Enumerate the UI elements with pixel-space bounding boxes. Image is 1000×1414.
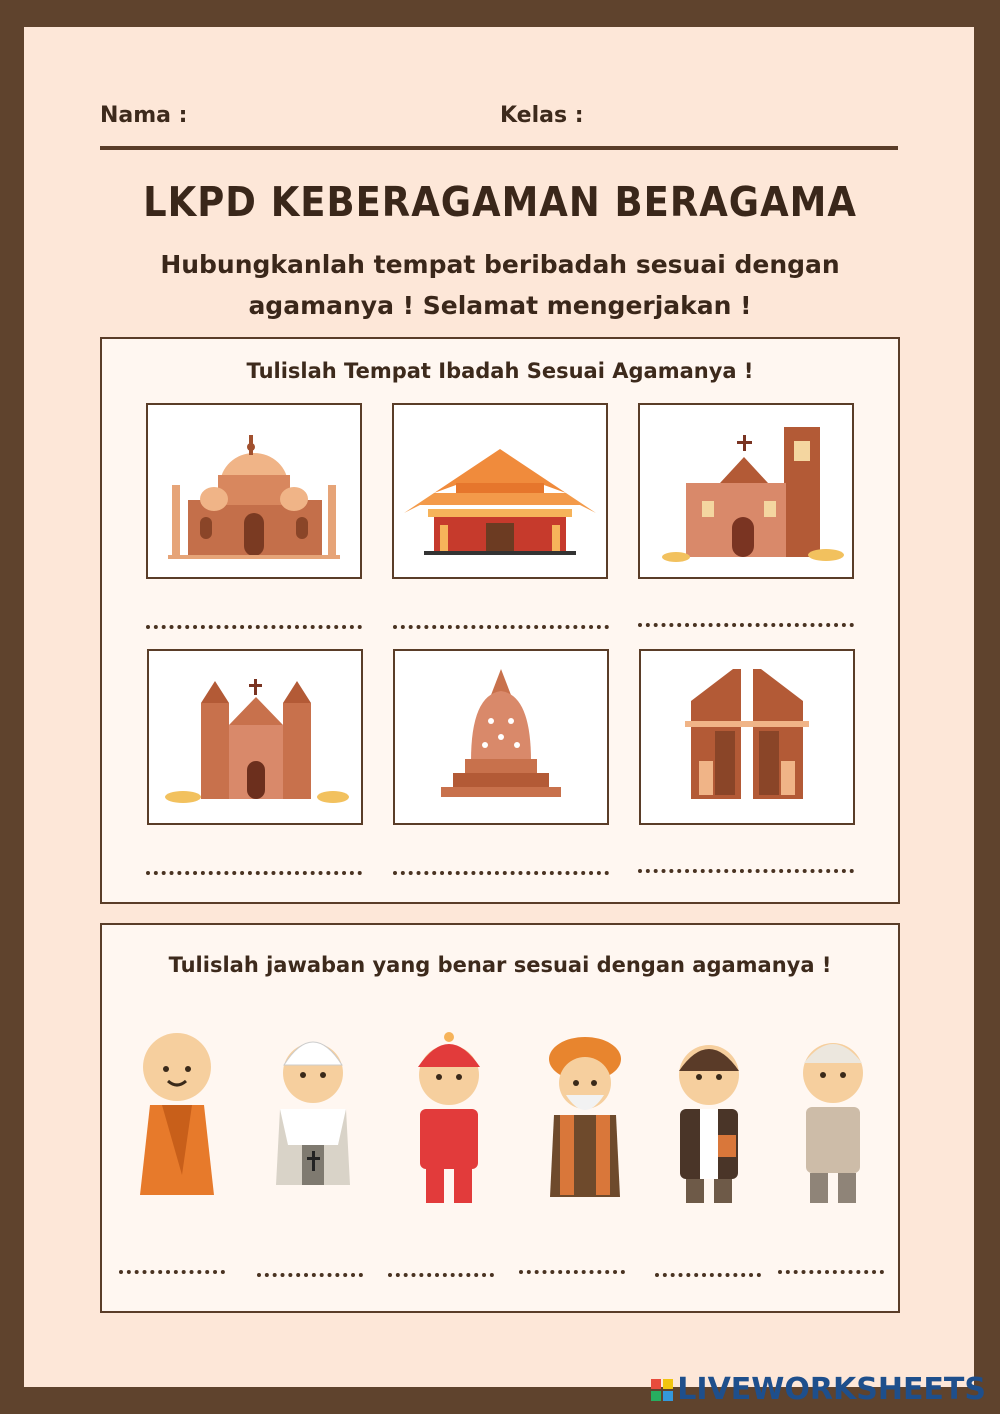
muslim-figure — [778, 1025, 888, 1210]
gate-icon — [641, 651, 853, 823]
hindu-icon — [530, 1025, 640, 1210]
section2-heading: Tulislah jawaban yang benar sesuai dengan agamanya ! — [168, 953, 832, 977]
chinese-temple-image — [392, 403, 608, 579]
mosque-image — [146, 403, 362, 579]
section1-heading: Tulislah Tempat Ibadah Sesuai Agamanya ! — [246, 359, 754, 383]
answer-line-6[interactable] — [638, 865, 854, 873]
figure-answer-line-3[interactable] — [388, 1269, 494, 1277]
answer-line-5[interactable] — [393, 867, 609, 875]
figure-answer-line-5[interactable] — [655, 1269, 761, 1277]
stupa-image — [393, 649, 609, 825]
cathedral-image — [147, 649, 363, 825]
pastor-figure — [654, 1025, 764, 1210]
answer-line-2[interactable] — [393, 621, 609, 629]
watermark-text: LIVEWORKSHEETS — [677, 1372, 986, 1407]
pastor-icon — [654, 1025, 764, 1210]
liveworksheets-watermark — [651, 1372, 986, 1407]
temple-icon — [394, 405, 606, 577]
bali-gate-image — [639, 649, 855, 825]
header-rule — [100, 146, 898, 150]
muslim-icon — [778, 1025, 888, 1210]
figure-answer-line-4[interactable] — [519, 1266, 625, 1274]
liveworksheets-logo-icon — [651, 1379, 673, 1401]
page-subtitle: Hubungkanlah tempat beribadah sesuai dengan agamanya ! Selamat mengerjakan ! — [160, 250, 840, 320]
answer-line-1[interactable] — [146, 621, 362, 629]
figure-answer-line-6[interactable] — [778, 1266, 884, 1274]
cathedral-icon — [149, 651, 361, 823]
page-title: LKPD KEBERAGAMAN BERAGAMA — [143, 178, 857, 226]
monk-figure — [122, 1025, 232, 1210]
figure-answer-line-1[interactable] — [119, 1266, 225, 1274]
church-image — [638, 403, 854, 579]
name-label: Nama : — [100, 103, 188, 128]
priest-icon — [258, 1025, 368, 1210]
stupa-icon — [395, 651, 607, 823]
hindu-figure — [530, 1025, 640, 1210]
confucian-figure — [394, 1025, 504, 1210]
mosque-icon — [148, 405, 360, 577]
class-label: Kelas : — [500, 103, 584, 128]
confucian-icon — [394, 1025, 504, 1210]
answer-line-3[interactable] — [638, 619, 854, 627]
figure-answer-line-2[interactable] — [257, 1269, 363, 1277]
church-icon — [640, 405, 852, 577]
answer-line-4[interactable] — [146, 867, 362, 875]
monk-icon — [122, 1025, 232, 1210]
priest-figure — [258, 1025, 368, 1210]
